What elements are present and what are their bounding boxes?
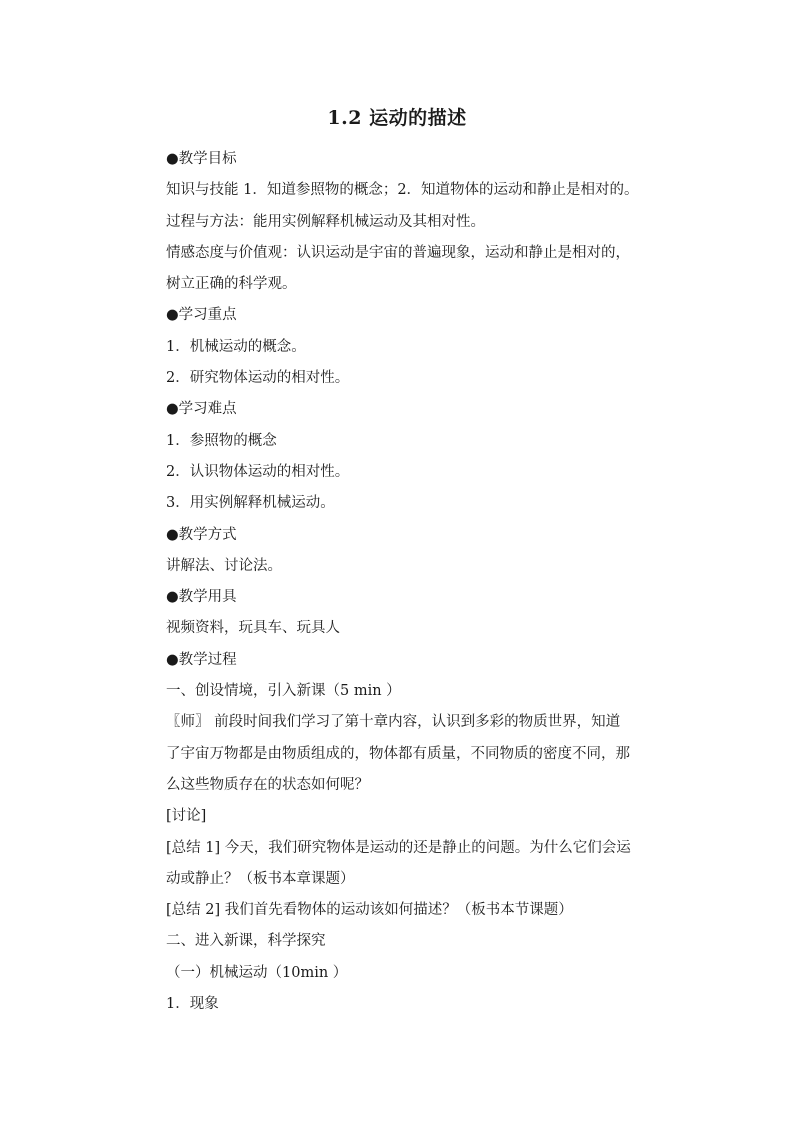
subheading-new-lesson: 二、进入新课，科学探究 bbox=[166, 933, 326, 950]
section-heading-teaching-aids: ●教学用具 bbox=[166, 589, 237, 606]
section-heading-teaching-method: ●教学方式 bbox=[166, 526, 237, 543]
subheading-introduction: 一、创设情境，引入新课（5 min ） bbox=[166, 683, 401, 700]
list-item: 1．参照物的概念 bbox=[166, 432, 277, 449]
page-title: 1.2 运动的描述 bbox=[327, 107, 467, 129]
list-item: 2．研究物体运动的相对性。 bbox=[166, 370, 350, 387]
paragraph-knowledge-skills: 知识与技能 1．知道参照物的概念；2．知道物体的运动和静止是相对的。 bbox=[166, 182, 639, 199]
paragraph-teacher-cont: 么这些物质存在的状态如何呢？ bbox=[166, 776, 369, 793]
paragraph-discussion: [讨论] bbox=[166, 808, 207, 825]
paragraph-process-methods: 过程与方法：能用实例解释机械运动及其相对性。 bbox=[166, 213, 485, 230]
list-item: 3．用实例解释机械运动。 bbox=[166, 495, 335, 512]
paragraph-attitudes-values-cont: 树立正确的科学观。 bbox=[166, 276, 297, 293]
paragraph-teacher: 〖师〗 前段时间我们学习了第十章内容，认识到多彩的物质世界，知道 bbox=[166, 714, 621, 731]
list-item: 1．机械运动的概念。 bbox=[166, 338, 306, 355]
list-item: 1．现象 bbox=[166, 996, 219, 1013]
paragraph-summary-1: [总结 1] 今天，我们研究物体是运动的还是静止的问题。为什么它们会运 bbox=[166, 839, 631, 856]
list-item: 2．认识物体运动的相对性。 bbox=[166, 463, 350, 480]
section-heading-difficulties: ●学习难点 bbox=[166, 401, 237, 418]
paragraph-teacher-cont: 了宇宙万物都是由物质组成的，物体都有质量，不同物质的密度不同，那 bbox=[166, 745, 630, 762]
document-body bbox=[166, 144, 686, 1020]
subheading-mechanical-motion: （一）机械运动（10min ） bbox=[166, 964, 348, 981]
paragraph-summary-1-cont: 动或静止？（板书本章课题） bbox=[166, 870, 355, 887]
paragraph-teaching-method: 讲解法、讨论法。 bbox=[166, 557, 282, 574]
paragraph-teaching-aids: 视频资料，玩具车、玩具人 bbox=[166, 620, 340, 637]
section-heading-teaching-process: ●教学过程 bbox=[166, 651, 237, 668]
section-heading-key-points: ●学习重点 bbox=[166, 307, 237, 324]
paragraph-attitudes-values: 情感态度与价值观：认识运动是宇宙的普遍现象，运动和静止是相对的， bbox=[166, 244, 630, 261]
paragraph-summary-2: [总结 2] 我们首先看物体的运动该如何描述？（板书本节课题） bbox=[166, 902, 573, 919]
section-heading-objectives: ●教学目标 bbox=[166, 151, 237, 167]
